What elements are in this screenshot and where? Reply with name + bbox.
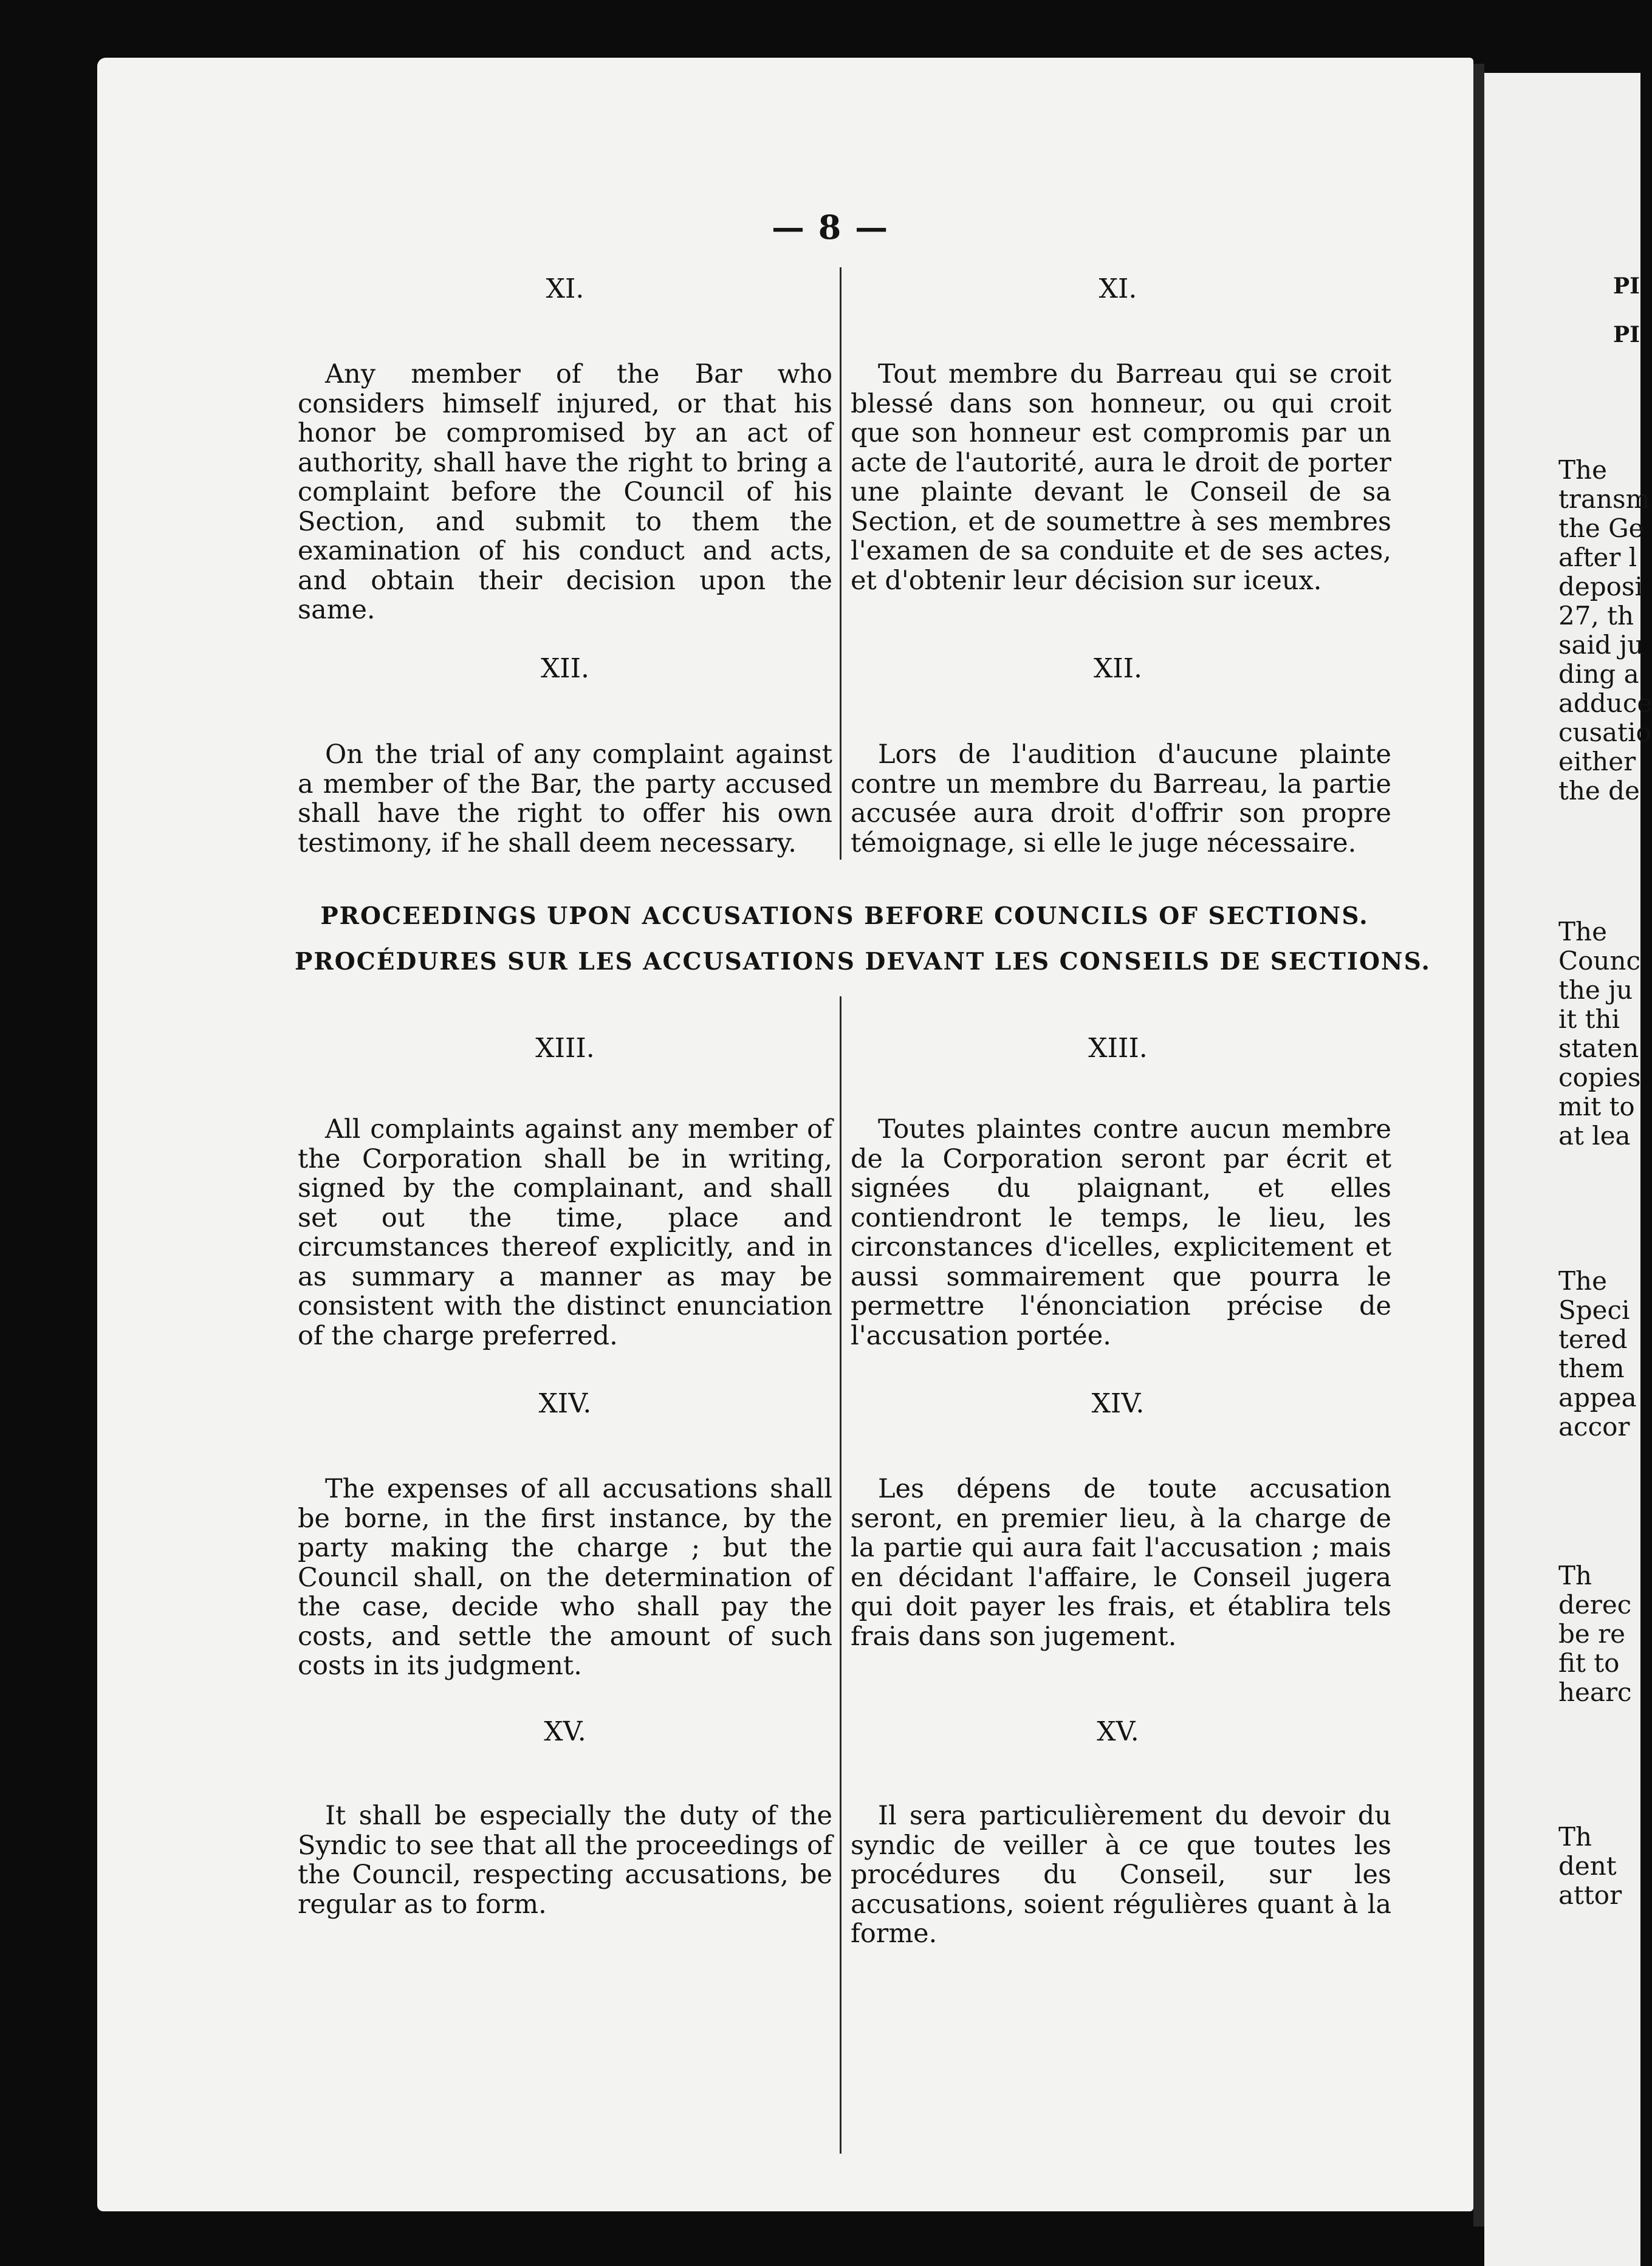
adjacent-page-heading: PI bbox=[1613, 322, 1640, 347]
section-numeral-en: XIV. bbox=[538, 1388, 592, 1419]
section-numeral-en: XIII. bbox=[535, 1033, 595, 1064]
section-numeral-fr: XIV. bbox=[1091, 1388, 1145, 1419]
section-text-en: It shall be especially the duty of the Syndic to see that all the proceedings of the Council, respecting accusations, be regular as to form. bbox=[298, 1801, 832, 1920]
column-divider-top bbox=[840, 267, 841, 860]
section-text-en: The expenses of all accusations shall be borne, in the first instance, by the party making the charge ; but the Council shall, on the determination of the case, decide who shall pay the costs, and settle the amount of such costs in its judgment. bbox=[298, 1474, 832, 1681]
section-text-en: On the trial of any complaint against a member of the Bar, the party accused shall have the right to offer his own testimony, if he shall deem necessary. bbox=[298, 739, 832, 858]
section-heading-en: PROCEEDINGS UPON ACCUSATIONS BEFORE COUNCILS OF SECTIONS. bbox=[320, 902, 1369, 930]
adjacent-page-text: Th dent attor bbox=[1558, 1822, 1622, 1910]
column-divider-bottom bbox=[840, 996, 841, 2154]
section-numeral-fr: XV. bbox=[1097, 1716, 1139, 1747]
adjacent-page-text: Th derec be re fit to hearc bbox=[1558, 1561, 1632, 1707]
section-text-fr: Tout membre du Barreau qui se croit blessé dans son honneur, ou qui croit que son honneur est compromis par un acte de l'autorité, aura le droit de porter une plainte devant le Conseil de sa Section, et de soumettre à ses membres l'examen de sa conduite et de ses actes, et d'obtenir leur décision sur iceux. bbox=[851, 359, 1391, 596]
section-numeral-en: XI. bbox=[546, 273, 584, 304]
section-text-en: All complaints against any member of the Corporation shall be in writing, signed by the complainant, and shall set out the time, place and circumstances thereof explicitly, and in as summary a manner as may be consistent with the distinct enunciation of the charge preferred. bbox=[298, 1114, 832, 1351]
section-numeral-fr: XI. bbox=[1098, 273, 1137, 304]
section-numeral-fr: XIII. bbox=[1088, 1033, 1148, 1064]
section-numeral-en: XII. bbox=[540, 653, 590, 684]
section-text-fr: Les dépens de toute accusation seront, en premier lieu, à la charge de la partie qui aura fait l'accusation ; mais en décidant l'affaire, le Conseil jugera qui doit payer les frais, et établira tels frais dans son jugement. bbox=[851, 1474, 1391, 1652]
section-text-fr: Lors de l'audition d'aucune plainte contre un membre du Barreau, la partie accusée aura droit d'offrir son propre témoignage, si elle le juge nécessaire. bbox=[851, 739, 1391, 858]
adjacent-page-text: The Counc the ju it thi staten copies mit to at lea bbox=[1558, 917, 1641, 1151]
adjacent-page-text: The Speci tered them appea accor bbox=[1558, 1266, 1637, 1442]
page-number: — 8 — bbox=[772, 208, 889, 247]
section-heading-fr: PROCÉDURES SUR LES ACCUSATIONS DEVANT LES CONSEILS DE SECTIONS. bbox=[295, 948, 1431, 976]
adjacent-page-text: The transm the Ge after l deposi 27, th said ju ding a adduce cusatio either the de bbox=[1558, 455, 1652, 806]
section-text-fr: Il sera particulièrement du devoir du syndic de veiller à ce que toutes les procédures du Conseil, sur les accusations, soient régulières quant à la forme. bbox=[851, 1801, 1391, 1949]
adjacent-page-heading: PI bbox=[1613, 273, 1640, 299]
section-numeral-en: XV. bbox=[544, 1716, 586, 1747]
section-text-en: Any member of the Bar who considers himself injured, or that his honor be compromised by an act of authority, shall have the right to bring a complaint before the Council of his Section, and submit to them the examination of his conduct and acts, and obtain their decision upon the same. bbox=[298, 359, 832, 625]
section-text-fr: Toutes plaintes contre aucun membre de la Corporation seront par écrit et signées du plaignant, et elles contiendront le temps, le lieu, les circonstances d'icelles, explicitement et aussi sommairement que pourra le permettre l'énonciation précise de l'accusation portée. bbox=[851, 1114, 1391, 1351]
book-spine bbox=[1473, 64, 1484, 2227]
section-numeral-fr: XII. bbox=[1093, 653, 1143, 684]
adjacent-page bbox=[1484, 73, 1652, 2266]
